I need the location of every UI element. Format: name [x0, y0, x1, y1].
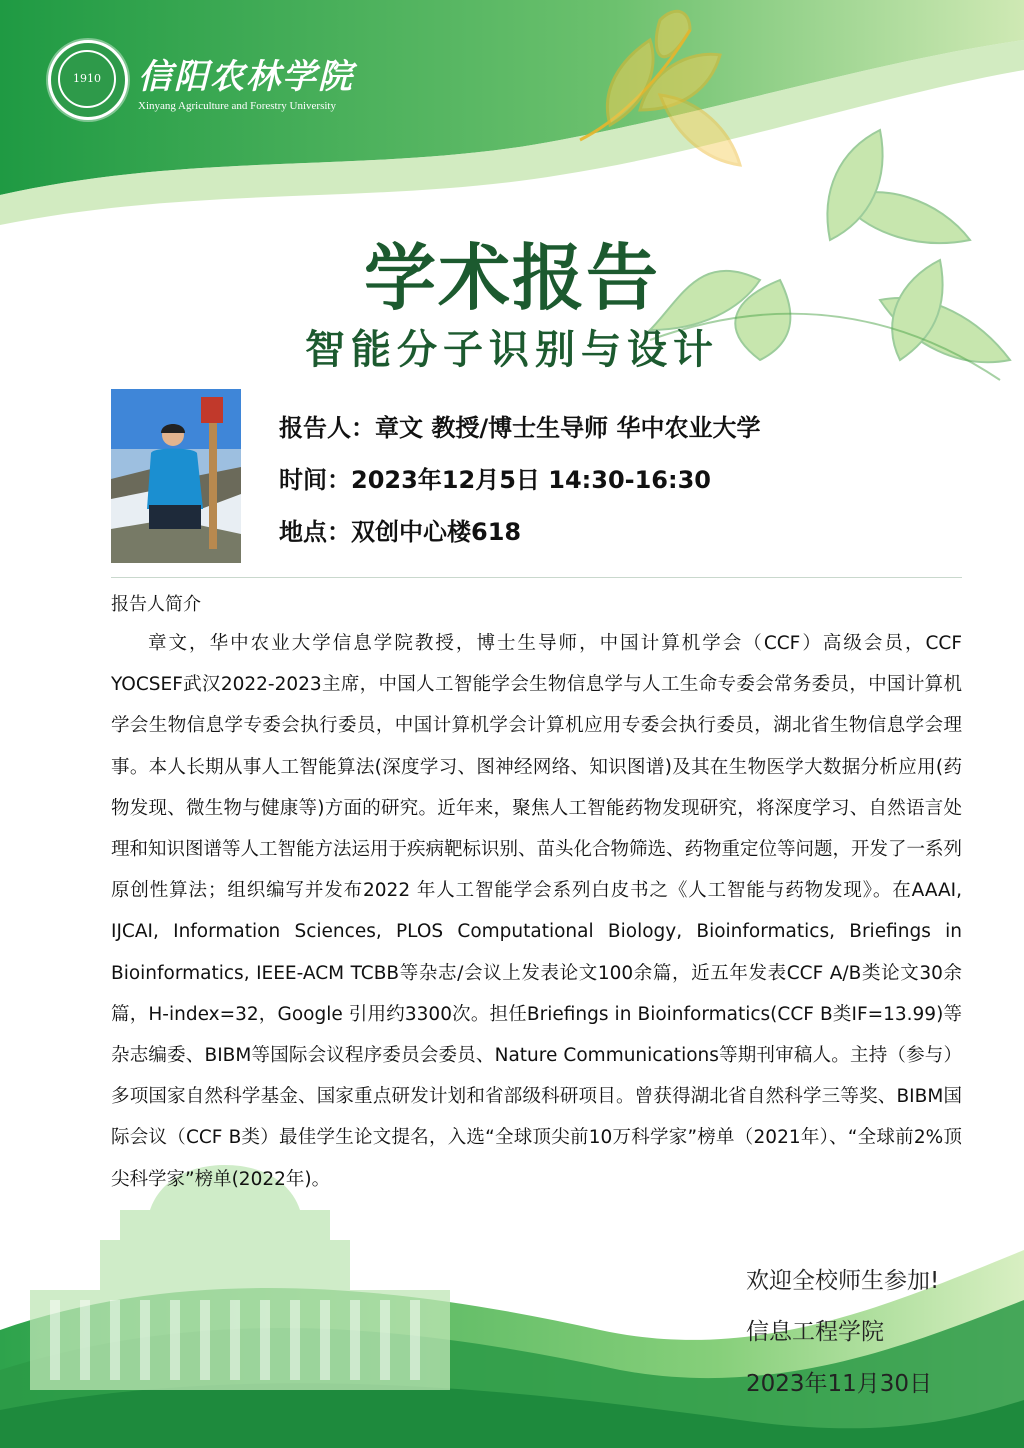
- school-name-block: [138, 49, 354, 112]
- time-info: 时间：2023年12月5日 14:30-16:30: [279, 466, 711, 494]
- footer-welcome: 欢迎全校师生参加!: [746, 1268, 940, 1294]
- report-subtitle: 智能分子识别与设计: [305, 327, 719, 373]
- poster-title: 学术报告: [363, 236, 660, 320]
- footer-organizer: 信息工程学院: [746, 1319, 884, 1345]
- bio-text: 章文，华中农业大学信息学院教授，博士生导师，中国计算机学会（CCF）高级会员，CCF YOCSEF武汉2022-2023主席，中国人工智能学会生物信息学与人工生命专委会常务委员，中国计算机学会生物信息学专委会执行委员，中国计算机学会计算机应用专委会执行委员，湖北省生物信息学会理事。本人长期从事人工智能算法(深度学习、图神经网络、知识图谱)及其在生物医学大数据分析应用(药 物发现、微生物与健康等)方面的研究。近年来，聚焦人工智能药物发现研究，将深度学习、自然语言处理和知识图谱等人工智能方法运用于疾病靶标识别、苗头化合物筛选、药物重定位等问题，开发了一系列原创性算法；组织编写并发布2022 年人工智能学会系列白皮书之《人工智能与药物发现》。在AAAI, IJCAI, Information Sciences, PLOS Computational Biology, Bioinformatics, Briefings in Bioinformatics, IEEE-ACM TCBB等杂志/会议上发表论文100余篇，近五年发表CCF A/B类论文30余篇，H-index=32，Google 引用约3300次。担任Briefings in Bioinformatics(CCF B类IF=13.99)等杂志编委、BIBM等国际会议程序委员会委员、Nature Communications等期刊审稿人。主持（参与）多项国家自然科学基金、国家重点研发计划和省部级科研项目。曾获得湖北省自然科学三等奖、BIBM国际会议（CCF B类）最佳学生论文提名，入选“全球顶尖前10万科学家”榜单（2021年）、“全球前2%顶尖科学家”榜单(2022年)。: [111, 633, 963, 1190]
- speaker-info: 报告人：章文 教授/博士生导师 华中农业大学: [279, 414, 761, 442]
- school-name-cn: 信阳农林学院: [138, 56, 354, 97]
- speaker-photo: [111, 389, 241, 563]
- bio-heading: 报告人简介: [111, 594, 201, 615]
- seal-year: 1910: [58, 50, 116, 108]
- divider: [111, 577, 962, 578]
- place-info: 地点：双创中心楼618: [279, 518, 522, 546]
- school-seal-icon: [48, 40, 128, 120]
- footer-date: 2023年11月30日: [746, 1371, 933, 1397]
- school-name-en: Xinyang Agriculture and Forestry University: [138, 99, 336, 112]
- school-logo: [48, 40, 354, 120]
